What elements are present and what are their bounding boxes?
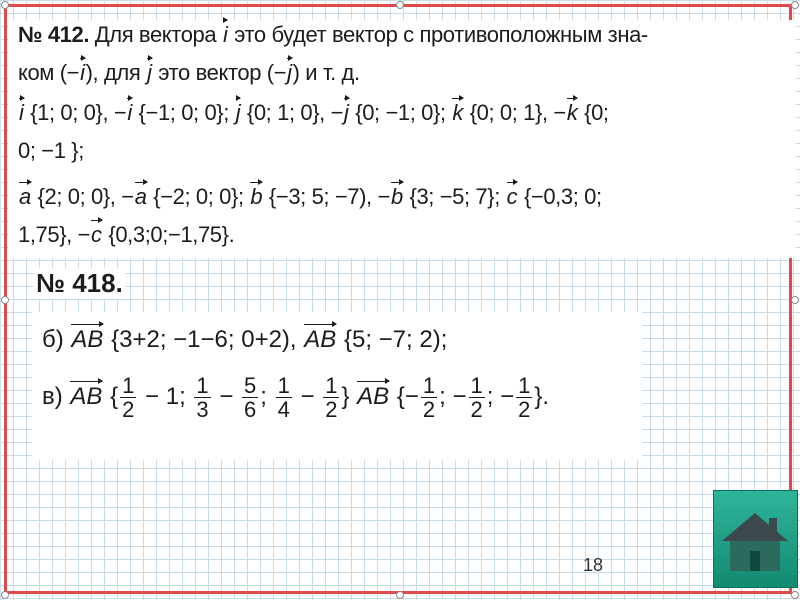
vector-ab: AB bbox=[304, 326, 337, 353]
problem-418-title: № 418. bbox=[36, 268, 123, 298]
problem-412-line-6: 1,75}, −c {0,3;0;−1,75}. bbox=[18, 222, 235, 247]
problem-418-part-b: б) AB {3+2; −1−6; 0+2), AB {5; −7; 2); bbox=[42, 326, 448, 353]
page-number: 18 bbox=[583, 555, 604, 575]
vector-a: a bbox=[19, 184, 31, 209]
resize-handle-top-right[interactable] bbox=[791, 1, 799, 9]
home-icon bbox=[714, 491, 797, 587]
fraction: $\frac{1}{3}$ bbox=[196, 373, 209, 423]
fraction: $\frac{1}{2}$ bbox=[122, 373, 135, 423]
fraction: $\frac{5}{6}$ bbox=[244, 373, 257, 423]
vector-ab: AB bbox=[71, 326, 104, 353]
fraction: $\frac{1}{2}$ bbox=[470, 373, 483, 423]
problem-412-title: № 412. bbox=[18, 22, 90, 47]
fraction: $\frac{1}{2}$ bbox=[422, 373, 436, 423]
fraction: $\frac{1}{4}$ bbox=[277, 373, 290, 423]
fraction: $\frac{1}{2}$ bbox=[325, 373, 338, 423]
vector-a: a bbox=[134, 184, 147, 209]
vector-j: j bbox=[344, 100, 349, 125]
vector-c: c bbox=[91, 222, 102, 247]
problem-412-line-5: a {2; 0; 0}, −a {−2; 0; 0}; b {−3; 5; −7), −b {3; −5; 7}; c {−0,3; 0; bbox=[19, 184, 602, 209]
problem-412-image bbox=[8, 20, 796, 258]
vector-ab: AB bbox=[70, 382, 103, 410]
problem-412-line-1: № 412. Для вектора i это будет вектор с противоположным зна- bbox=[18, 22, 648, 47]
vector-b: b bbox=[390, 184, 403, 209]
vector-k: k bbox=[566, 100, 578, 125]
resize-handle-bottom-middle[interactable] bbox=[396, 591, 404, 599]
vector-k: k bbox=[452, 100, 463, 125]
problem-418-image bbox=[32, 312, 642, 460]
problem-412-line-4: 0; −1 }; bbox=[18, 138, 84, 163]
resize-handle-top-left[interactable] bbox=[1, 1, 9, 9]
vector-j: j bbox=[235, 100, 241, 125]
resize-handle-left-middle[interactable] bbox=[1, 296, 9, 304]
problem-412-line-2: ком (−i), для j это вектор (−j) и т. д. bbox=[18, 60, 360, 85]
vector-j: j bbox=[147, 60, 152, 85]
resize-handle-bottom-right[interactable] bbox=[791, 591, 799, 599]
vector-j: j bbox=[287, 60, 292, 85]
vector-c: c bbox=[506, 184, 518, 209]
home-button[interactable] bbox=[713, 490, 798, 588]
problem-418-part-v: в) AB { $\frac{1}{2}$ − 1; $\frac{1}{3}$ − $\frac{5}{6}$ ; $\frac{1}{4}$ − $\frac{1}{2}$ } AB {− $\frac{1}{2}$ ; − $\frac{1}{2}$ ; − $\frac{1}{2}$ }. bbox=[42, 373, 550, 423]
vector-i: i bbox=[127, 100, 132, 125]
vector-i: i bbox=[80, 60, 85, 85]
resize-handle-bottom-left[interactable] bbox=[1, 591, 9, 599]
resize-handle-right-middle[interactable] bbox=[791, 296, 799, 304]
vector-i: i bbox=[222, 22, 228, 47]
problem-412-line-3: i {1; 0; 0}, −i {−1; 0; 0}; j {0; 1; 0}, −j {0; −1; 0}; k {0; 0; 1}, −k {0; bbox=[19, 100, 609, 125]
resize-handle-top-middle[interactable] bbox=[396, 1, 404, 9]
vector-ab: AB bbox=[357, 382, 390, 410]
vector-i: i bbox=[19, 100, 24, 125]
vector-b: b bbox=[250, 184, 263, 209]
fraction: $\frac{1}{2}$ bbox=[518, 373, 531, 423]
